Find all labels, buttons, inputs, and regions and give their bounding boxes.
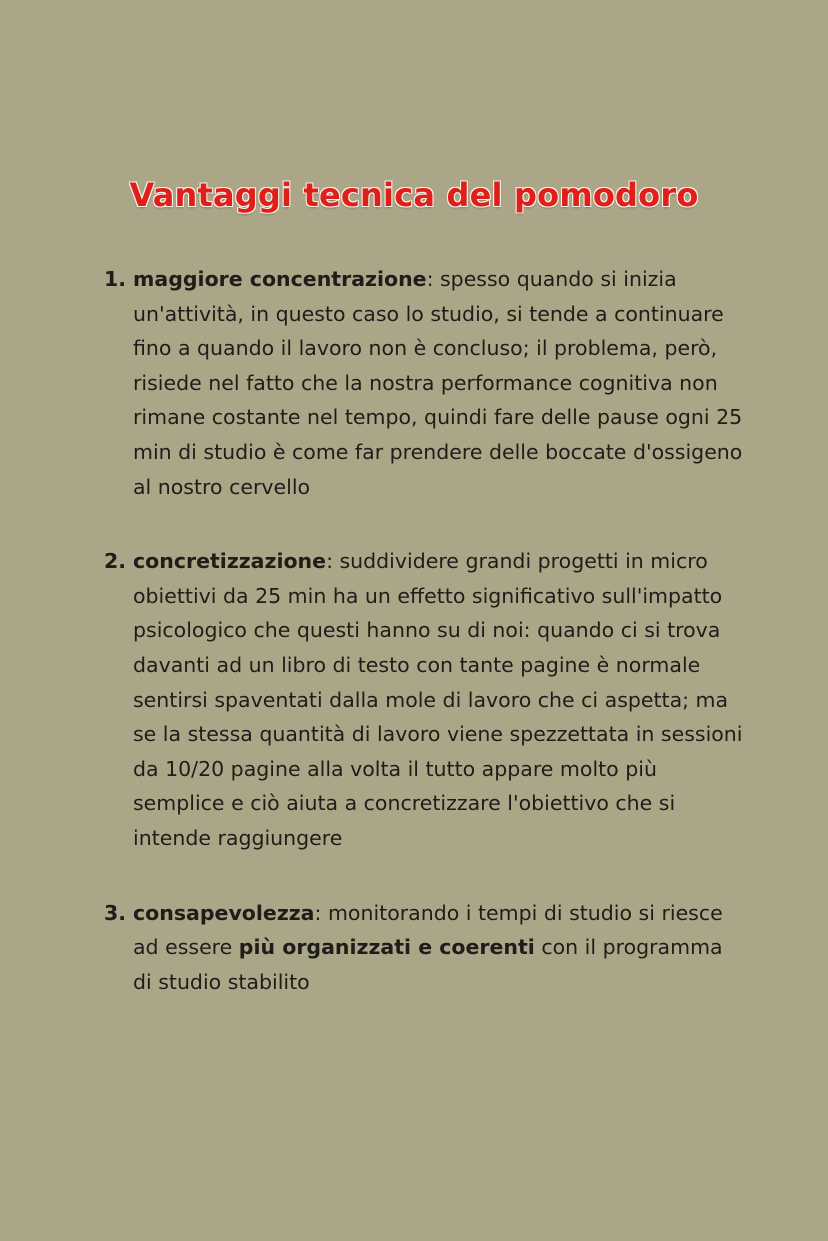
item-text: : spesso quando si inizia un'attività, in questo caso lo studio, si tende a continuare fino a quando il lavoro non è concluso; il problema, però, risiede nel fatto che la nostra performance cognitiva non rimane costante nel tempo, quindi fare delle pause ogni 25 min di studio è come far prendere delle boccate d'ossigeno al nostro cervello: [133, 267, 743, 499]
item-number: 2.: [104, 549, 127, 574]
list-item-awareness: [104, 896, 744, 1000]
item-number: 1.: [104, 267, 127, 291]
item-term: consapevolezza: [133, 900, 315, 925]
advantages-list: [104, 262, 744, 1039]
item-term: concretizzazione: [133, 549, 327, 574]
list-item-concentration: [104, 262, 744, 504]
item-number: 3.: [104, 900, 127, 925]
item-emphasis: più organizzati e coerenti: [238, 935, 535, 960]
list-item-concretization: [104, 544, 744, 855]
page-title: Vantaggi tecnica del pomodoro: [129, 176, 699, 214]
item-text: : suddividere grandi progetti in micro obiettivi da 25 min ha un effetto significativo sull'impatto psicologico che questi hanno su di noi: quando ci si trova davanti ad un libro di testo con tante pagine è normale sentirsi spaventati dalla mole di lavoro che ci aspetta; ma se la stessa quantità di lavoro viene spezzettata in sessioni da 10/20 pagine alla volta il tutto appare molto più semplice e ciò aiuta a concretizzare l'obiettivo che si intende raggiungere: [133, 549, 743, 850]
item-text-after: con il programma di studio stabilito: [133, 935, 723, 994]
item-term: maggiore concentrazione: [133, 267, 427, 291]
item-text-before: : monitorando i tempi di studio si riesce ad essere: [133, 900, 723, 960]
